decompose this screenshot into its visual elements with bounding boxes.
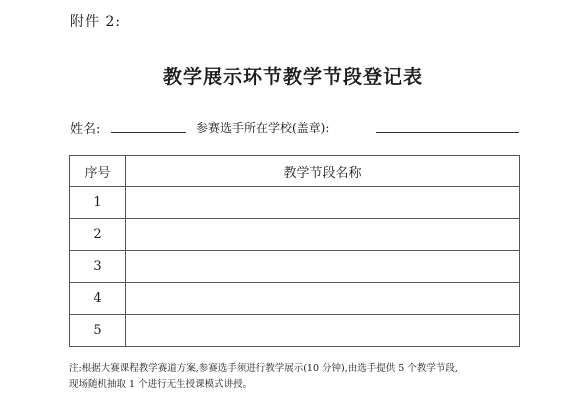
form-fields: [70, 118, 530, 138]
table-row: [70, 251, 520, 283]
name-field[interactable]: [111, 132, 186, 133]
table-row: [70, 315, 520, 347]
footnote: [69, 361, 529, 393]
page-title: 教学展示环节教学节段登记表: [162, 66, 423, 88]
header-segment-name: 教学节段名称: [126, 156, 520, 187]
school-label: 参赛选手所在学校(盖章):: [196, 121, 330, 135]
header-number: 序号: [70, 156, 126, 187]
attachment-label: 附件 2:: [70, 14, 122, 30]
segment-name-cell[interactable]: [126, 315, 520, 347]
registration-table: [69, 155, 520, 347]
row-number: 4: [70, 283, 126, 315]
school-field[interactable]: [376, 132, 519, 133]
row-number: 2: [70, 219, 126, 251]
segment-name-cell[interactable]: [126, 187, 520, 219]
segment-name-cell[interactable]: [126, 219, 520, 251]
table-row: [70, 219, 520, 251]
row-number: 1: [70, 187, 126, 219]
footnote-line-1: 注:根据大赛课程教学赛道方案,参赛选手须进行教学展示(10 分钟),由选手提供 5 个教学节段,: [69, 363, 458, 374]
row-number: 3: [70, 251, 126, 283]
row-number: 5: [70, 315, 126, 347]
footnote-line-2: 现场随机抽取 1 个进行无生授课模式讲授。: [69, 379, 253, 390]
table-row: [70, 187, 520, 219]
name-label: 姓名:: [70, 122, 101, 137]
table-header-row: [70, 156, 520, 187]
segment-name-cell[interactable]: [126, 251, 520, 283]
table-row: [70, 283, 520, 315]
segment-name-cell[interactable]: [126, 283, 520, 315]
